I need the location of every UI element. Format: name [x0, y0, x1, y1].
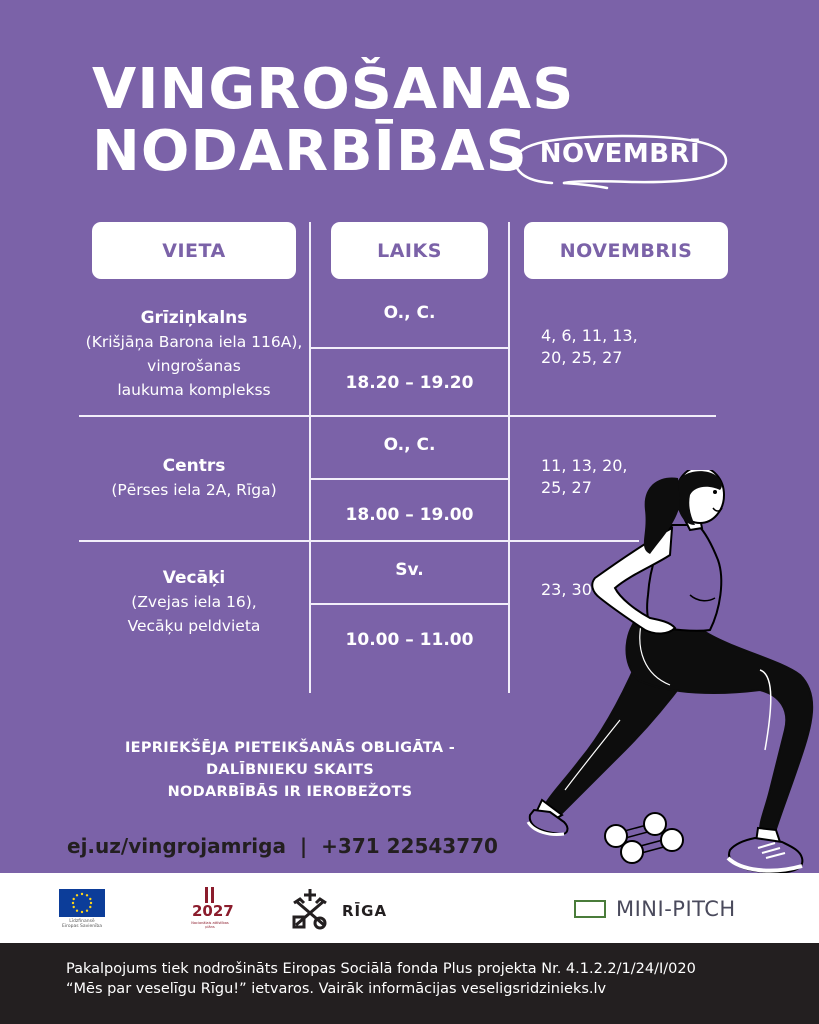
month-badge — [512, 133, 728, 191]
title-line-1: VINGROŠANAS — [92, 57, 575, 122]
minipitch-wordmark: MINI-PITCH — [616, 897, 736, 921]
dates-line: 4, 6, 11, 13, — [541, 326, 638, 345]
place-address: (Krišjāņa Barona iela 116A), — [85, 333, 303, 351]
row-divider-1 — [79, 415, 716, 417]
table-row-days: O., C. — [383, 303, 436, 323]
table-row-time: 18.20 – 19.20 — [345, 373, 474, 393]
dates-line: 23, 30 — [541, 580, 592, 599]
place-address: laukuma komplekss — [117, 381, 271, 399]
dates-line: 11, 13, 20, — [541, 456, 628, 475]
place-address: Vecāķu peldvieta — [127, 617, 261, 635]
table-row-place — [72, 306, 316, 402]
dates-line: 20, 25, 27 — [541, 348, 623, 367]
title-line-2: NODARBĪBAS — [92, 119, 528, 184]
riga-wordmark: RĪGA — [342, 902, 388, 920]
footer-line-2: “Mēs par veselīgu Rīgu!” ietvaros. Vairāk informācijas veseligsridzinieks.lv — [66, 981, 607, 997]
phone-number[interactable]: +371 22543770 — [321, 834, 498, 858]
table-divider-vertical-2 — [508, 222, 510, 693]
nap-2027-logo — [190, 887, 234, 931]
nap-caption: Nacionālais attīstības plāns — [191, 921, 229, 929]
dates-line: 25, 27 — [541, 478, 592, 497]
table-row-dates — [541, 325, 638, 369]
registration-notice — [60, 737, 520, 803]
eu-flag-icon — [59, 889, 105, 917]
row3-subdivider — [311, 603, 508, 605]
table-row-place — [72, 454, 316, 502]
nap-bar-icon — [205, 887, 208, 903]
eu-caption-line: Eiropas Savienība — [62, 924, 102, 929]
place-name: Grīziņkalns — [140, 308, 248, 328]
table-row-time: 18.00 – 19.00 — [345, 505, 474, 525]
contact-separator: | — [299, 834, 308, 858]
minipitch-frame-icon — [574, 900, 606, 918]
header-place: VIETA — [92, 222, 296, 279]
table-row-time: 10.00 – 11.00 — [345, 630, 474, 650]
funding-footer — [0, 943, 819, 1024]
table-row-days: O., C. — [383, 435, 436, 455]
row1-subdivider — [311, 347, 508, 349]
place-address: (Pērses iela 2A, Rīga) — [111, 481, 277, 499]
place-name: Centrs — [162, 456, 226, 476]
row2-subdivider — [311, 478, 508, 480]
header-time: LAIKS — [331, 222, 488, 279]
notice-line: IEPRIEKŠĒJA PIETEIKŠANĀS OBLIGĀTA - — [124, 740, 456, 756]
place-address: (Zvejas iela 16), — [131, 593, 257, 611]
partner-logos-band — [0, 873, 819, 943]
nap-year: 2027 — [192, 902, 234, 920]
month-badge-label: NOVEMBRĪ — [539, 139, 701, 169]
footer-line-1: Pakalpojums tiek nodrošināts Eiropas Sociālā fonda Plus projekta Nr. 4.1.2.2/1/24/I/020 — [66, 961, 696, 977]
nap-bar-icon — [211, 887, 214, 903]
dumbbells-icon — [600, 810, 690, 865]
place-name: Vecāķi — [162, 568, 226, 588]
header-dates: NOVEMBRIS — [524, 222, 728, 279]
contact-line — [67, 834, 498, 858]
notice-line: NODARBĪBĀS IR IEROBEŽOTS — [167, 784, 413, 800]
table-row-days: Sv. — [395, 560, 424, 580]
place-address: vingrošanas — [147, 357, 241, 375]
eu-caption — [52, 919, 112, 929]
eu-caption-line: Līdzfinansē — [69, 919, 95, 924]
registration-link[interactable]: ej.uz/vingrojamriga — [67, 834, 286, 858]
notice-line: DALĪBNIEKU SKAITS — [206, 762, 374, 778]
table-row-place — [72, 566, 316, 638]
